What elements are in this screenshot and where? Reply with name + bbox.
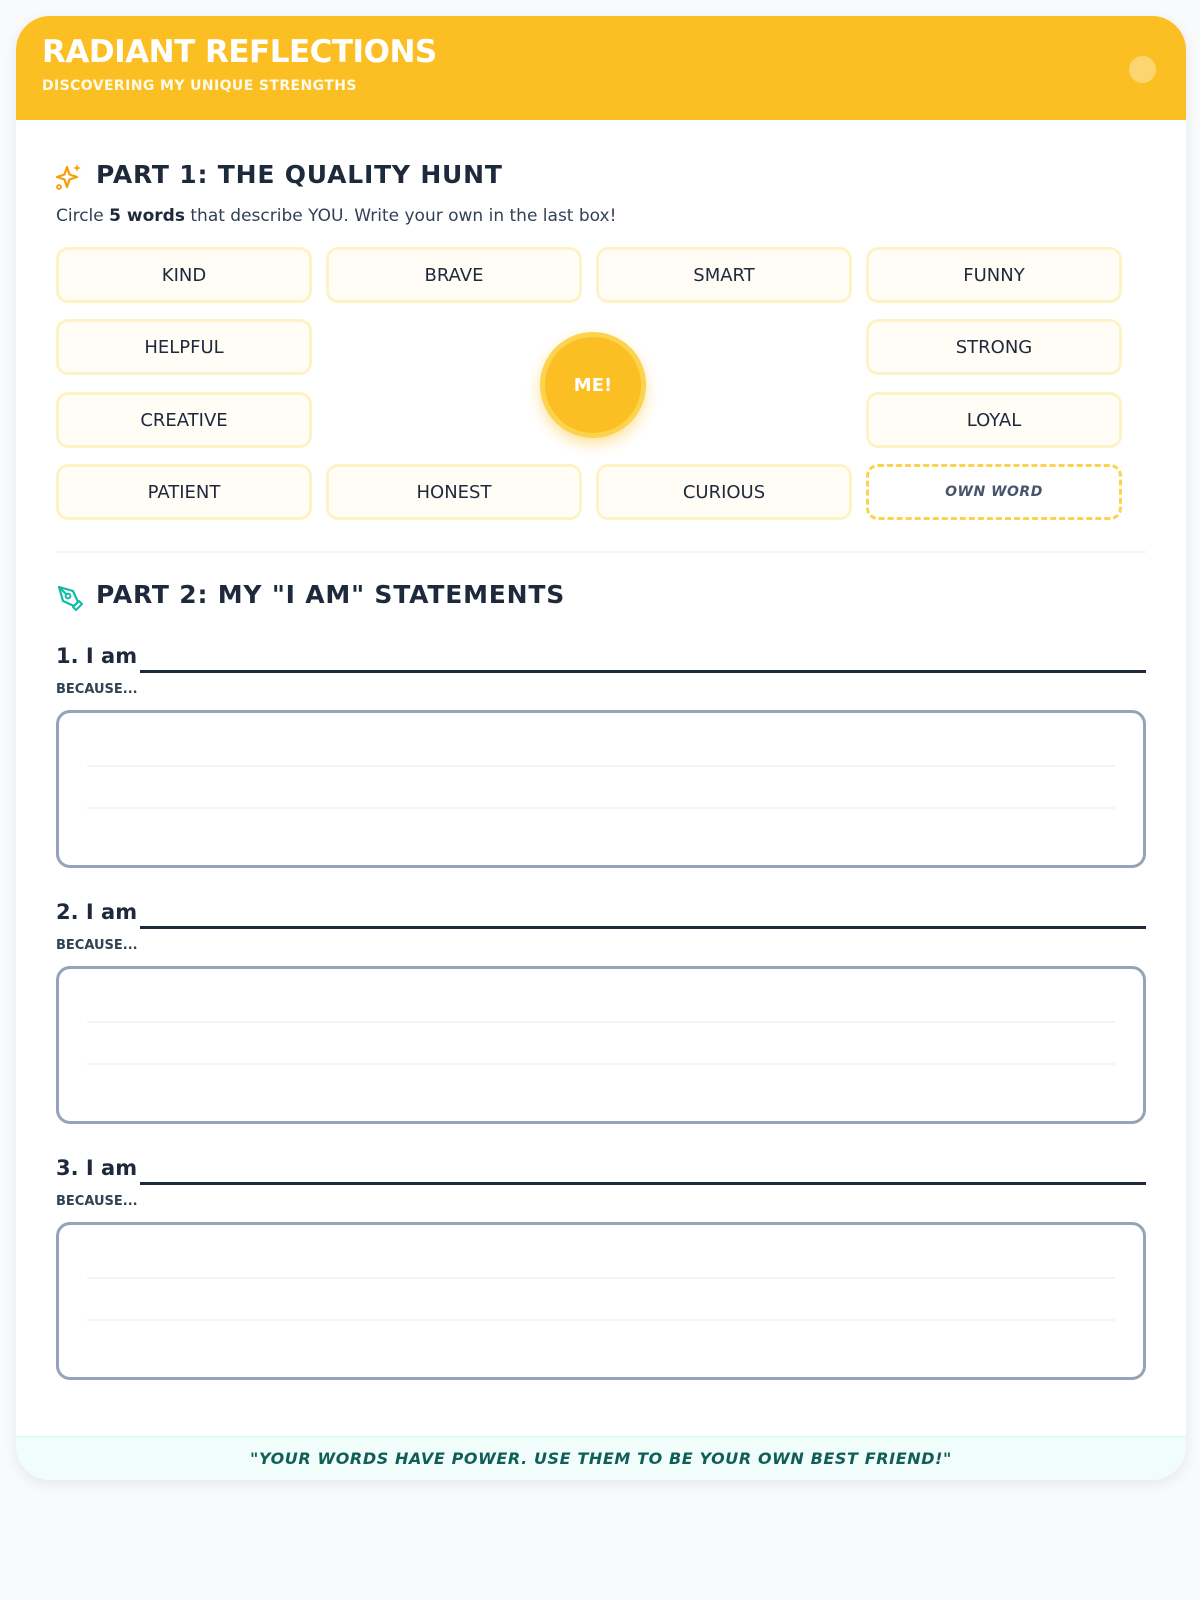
- footer-quote: "YOUR WORDS HAVE POWER. USE THEM TO BE YOUR OWN BEST FRIEND!": [16, 1436, 1186, 1480]
- word-curious[interactable]: CURIOUS: [596, 464, 852, 520]
- writing-rule: [87, 765, 1115, 767]
- part1-instructions: [56, 206, 616, 226]
- worksheet-title: RADIANT REFLECTIONS: [42, 34, 437, 70]
- statement-2-input-line[interactable]: [140, 926, 1146, 929]
- word-funny[interactable]: FUNNY: [866, 247, 1122, 303]
- sparkle-icon: [54, 162, 84, 192]
- instruction-text: that describe YOU. Write your own in the last box!: [184, 206, 617, 226]
- worksheet-subtitle: DISCOVERING MY UNIQUE STRENGTHS: [42, 78, 357, 94]
- worksheet-header: [16, 16, 1186, 120]
- word-creative[interactable]: CREATIVE: [56, 392, 312, 448]
- statement-1-reason-box[interactable]: [56, 710, 1146, 868]
- writing-rule: [87, 1063, 1115, 1065]
- word-brave[interactable]: BRAVE: [326, 247, 582, 303]
- statement-1-label: 1. I am: [56, 644, 138, 668]
- statement-3-label: 3. I am: [56, 1156, 138, 1180]
- statement-1-because-label: BECAUSE...: [56, 682, 138, 697]
- writing-rule: [87, 1277, 1115, 1279]
- decorative-dot: [1129, 56, 1156, 83]
- statement-3-because-label: BECAUSE...: [56, 1194, 138, 1209]
- word-patient[interactable]: PATIENT: [56, 464, 312, 520]
- writing-rule: [87, 807, 1115, 809]
- part2-title: PART 2: MY "I AM" STATEMENTS: [96, 580, 566, 609]
- statement-2-label: 2. I am: [56, 900, 138, 924]
- word-honest[interactable]: HONEST: [326, 464, 582, 520]
- word-smart[interactable]: SMART: [596, 247, 852, 303]
- writing-rule: [87, 1021, 1115, 1023]
- writing-rule: [87, 1319, 1115, 1321]
- statement-2-reason-box[interactable]: [56, 966, 1146, 1124]
- worksheet-card: [16, 16, 1186, 1480]
- word-kind[interactable]: KIND: [56, 247, 312, 303]
- instruction-text: Circle: [56, 206, 110, 226]
- instruction-emphasis: 5 words: [109, 206, 185, 226]
- statement-3-reason-box[interactable]: [56, 1222, 1146, 1380]
- word-loyal[interactable]: LOYAL: [866, 392, 1122, 448]
- part1-title: PART 1: THE QUALITY HUNT: [96, 160, 503, 189]
- statement-2-because-label: BECAUSE...: [56, 938, 138, 953]
- word-helpful[interactable]: HELPFUL: [56, 319, 312, 375]
- own-word-field[interactable]: OWN WORD: [866, 464, 1122, 520]
- pen-icon: [54, 582, 84, 612]
- me-center-badge: ME!: [540, 332, 646, 438]
- section-divider: [56, 551, 1146, 553]
- word-strong[interactable]: STRONG: [866, 319, 1122, 375]
- statement-1-input-line[interactable]: [140, 670, 1146, 673]
- statement-3-input-line[interactable]: [140, 1182, 1146, 1185]
